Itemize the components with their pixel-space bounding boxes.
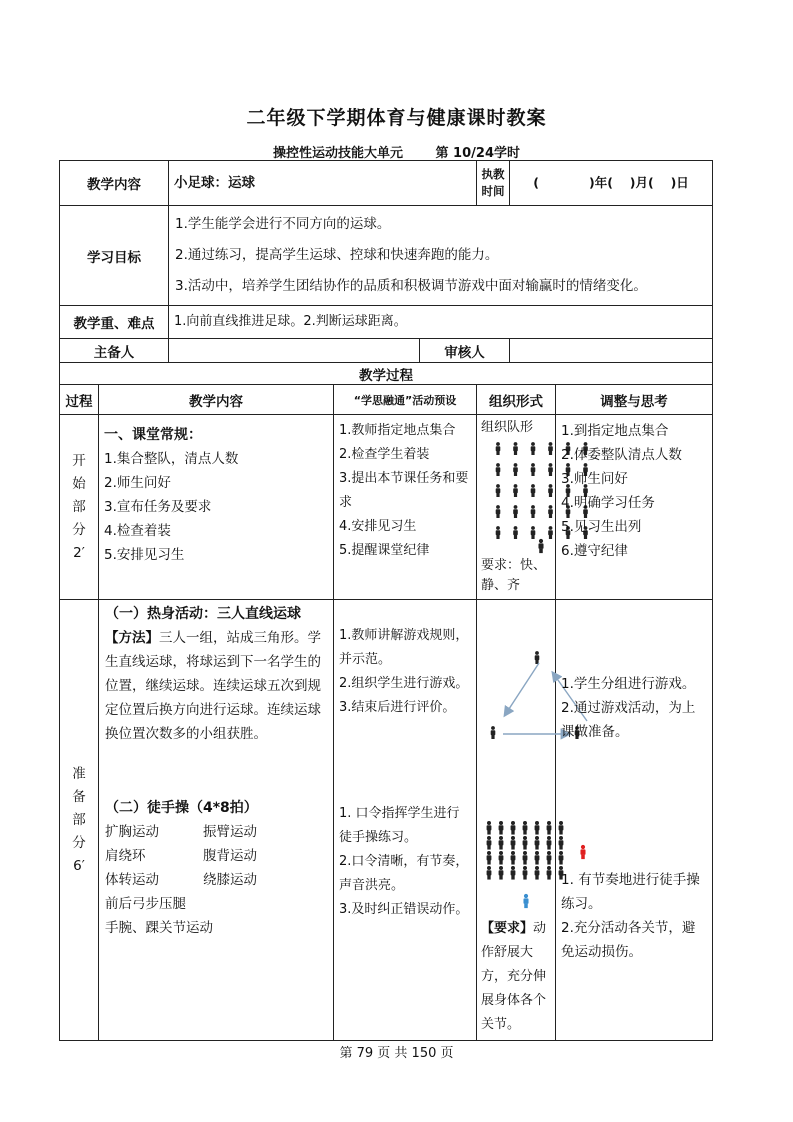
stage1-content <box>99 415 334 600</box>
student-icon <box>535 836 540 850</box>
list-item: 2.通过游戏活动，为上课做准备。 <box>561 700 696 740</box>
goals-list <box>169 206 713 306</box>
direction-arrow-icon <box>505 663 539 715</box>
gym-requirement <box>481 917 551 1037</box>
list-item: 3.师生问好 <box>561 471 628 487</box>
stage-char: 分 <box>72 834 86 851</box>
student-icon <box>547 836 552 850</box>
page-footer: 第 79 页 共 150 页 <box>339 1046 454 1061</box>
stage-char: 准 <box>72 765 86 782</box>
key-value: 1.向前直线推进足球。2.判断运球距离。 <box>169 306 713 339</box>
list-item: 4.检查着装 <box>104 523 171 539</box>
student-icon <box>531 442 536 455</box>
formation-title: 组织队形 <box>481 420 534 435</box>
header-stage: 过程 <box>60 385 99 415</box>
method-label: 【方法】 <box>105 630 159 646</box>
student-icon <box>531 505 536 518</box>
gym-item: 扩胸运动 <box>105 824 159 840</box>
gym-title: （二）徒手操（4*8拍） <box>105 800 258 816</box>
list-item: 4.安排见习生 <box>339 519 417 534</box>
student-icon <box>513 505 518 518</box>
page-title: 二年级下学期体育与健康课时教案 <box>246 107 547 129</box>
list-item: 3.提出本节课任务和要求 <box>339 471 469 510</box>
list-item: 1.到指定地点集合 <box>561 423 669 439</box>
list-item: 5.提醒课堂纪律 <box>339 543 430 558</box>
stage2-activity <box>334 600 477 1041</box>
gym-item: 手腕、踝关节运动 <box>105 920 213 936</box>
gym-item: 腹背运动 <box>203 848 257 864</box>
student-icon <box>535 821 540 835</box>
lesson-hour: 第 10/24学时 <box>435 146 520 161</box>
student-icon <box>499 821 504 835</box>
student-icon <box>523 836 528 850</box>
student-icon <box>531 526 536 539</box>
gym-item: 绕膝运动 <box>203 872 257 888</box>
list-item: 1.教师讲解游戏规则，并示范。 <box>339 628 469 667</box>
list-item: 2.师生问好 <box>104 475 171 491</box>
lesson-plan-table <box>59 160 713 1041</box>
gym-pair <box>105 844 327 868</box>
student-icon <box>523 821 528 835</box>
list-item: 5.安排见习生 <box>104 547 185 563</box>
list-item: 2.体委整队清点人数 <box>561 447 682 463</box>
student-icon <box>547 851 552 865</box>
teacher-icon <box>539 539 544 553</box>
stage-time: 6′ <box>73 857 85 874</box>
list-item: 5.见习生出列 <box>561 519 642 535</box>
list-item: 2.检查学生着装 <box>339 447 430 462</box>
student-icon <box>523 866 528 880</box>
list-item: 1. 有节奏地进行徒手操练习。 <box>561 872 700 912</box>
list-item: 2.组织学生进行游戏。 <box>339 676 469 691</box>
stage-char: 备 <box>72 788 86 805</box>
stage-char: 部 <box>72 811 86 828</box>
stage-time: 2′ <box>73 544 85 561</box>
student-icon <box>523 851 528 865</box>
stage2-content <box>99 600 334 1041</box>
method-text: 三人一组，站成三角形。学生直线运球，将球运到下一名学生的位置，继续运球。连续运球五次到规定位置后换方向进行运球。连续运球换位置次数多的小组获胜。 <box>105 630 321 742</box>
date-value: ( )年( )月( )日 <box>510 161 713 206</box>
gym-item: 振臂运动 <box>203 824 257 840</box>
student-icon <box>535 851 540 865</box>
goal-item: 3.活动中，培养学生团结协作的品质和积极调节游戏中面对输赢时的情绪变化。 <box>175 278 647 294</box>
student-icon <box>499 836 504 850</box>
student-icon <box>496 442 501 455</box>
stage-prepare <box>60 600 99 1041</box>
list-item: 1. 口令指挥学生进行徒手操练习。 <box>339 806 460 845</box>
goals-label: 学习目标 <box>60 206 169 306</box>
gym-pair <box>105 820 327 844</box>
list-item: 3.及时纠正错误动作。 <box>339 902 469 917</box>
student-icon <box>496 526 501 539</box>
stage1-activity <box>334 415 477 600</box>
student-icon <box>535 866 540 880</box>
page-subtitle <box>0 142 793 161</box>
student-icon <box>513 463 518 476</box>
student-icon <box>548 505 553 518</box>
warmup-method <box>105 626 327 746</box>
student-icon <box>496 484 501 497</box>
list-item: 2.口令清晰，有节奏，声音洪亮。 <box>339 854 469 893</box>
content-value: 小足球：运球 <box>169 161 477 206</box>
student-icon <box>548 526 553 539</box>
gym-item: 肩绕环 <box>105 848 146 864</box>
req-label: 【要求】 <box>481 921 534 936</box>
teacher-figure <box>539 539 544 553</box>
student-icon <box>547 821 552 835</box>
student-icon <box>499 851 504 865</box>
gym-item: 体转运动 <box>105 872 159 888</box>
list-item: 1.学生分组进行游戏。 <box>561 676 696 692</box>
list-item: 1.教师指定地点集合 <box>339 423 456 438</box>
formation-note: 要求：快、静、齐 <box>481 558 547 593</box>
stage-char: 部 <box>72 498 86 515</box>
process-title: 教学过程 <box>60 363 713 385</box>
leader-icon <box>524 894 529 908</box>
student-icon <box>511 866 516 880</box>
stage1-adjust <box>556 415 713 600</box>
student-icon <box>487 866 492 880</box>
student-icon <box>531 463 536 476</box>
student-icon <box>496 505 501 518</box>
list-item: 1.集合整队，清点人数 <box>104 451 239 467</box>
gym-item: 前后弓步压腿 <box>105 896 186 912</box>
stage2-adjust <box>556 600 713 1041</box>
student-icon <box>499 866 504 880</box>
routine-title: 一、课堂常规： <box>104 427 202 443</box>
student-icon <box>548 463 553 476</box>
stage2-organization <box>477 600 556 1041</box>
student-icon <box>511 836 516 850</box>
preparer-value <box>169 339 420 363</box>
time-label: 执教时间 <box>477 161 510 206</box>
student-icon <box>487 821 492 835</box>
student-icon <box>511 851 516 865</box>
gym-pair <box>105 868 327 892</box>
preparer-label: 主备人 <box>60 339 169 363</box>
warmup-title: （一）热身活动：三人直线运球 <box>105 606 301 622</box>
student-icon <box>513 442 518 455</box>
leader-blue-figure <box>524 894 529 908</box>
student-icon <box>548 442 553 455</box>
reviewer-label: 审核人 <box>420 339 510 363</box>
goal-item: 2.通过练习，提高学生运球、控球和快速奔跑的能力。 <box>175 247 499 263</box>
header-organization: 组织形式 <box>477 385 556 415</box>
stage-char: 开 <box>72 452 86 469</box>
student-icon <box>513 484 518 497</box>
stage-char: 始 <box>72 475 86 492</box>
student-icon <box>487 836 492 850</box>
header-activity: “学思融通”活动预设 <box>334 385 477 415</box>
list-item: 2.充分活动各关节，避免运动损伤。 <box>561 920 696 960</box>
student-icon <box>548 484 553 497</box>
stage-char: 分 <box>72 521 86 538</box>
player-icon <box>535 651 540 664</box>
list-item: 3.宣布任务及要求 <box>104 499 212 515</box>
header-content: 教学内容 <box>99 385 334 415</box>
reviewer-value <box>510 339 713 363</box>
stage-start <box>60 415 99 600</box>
student-icon <box>496 463 501 476</box>
key-label: 教学重、难点 <box>60 306 169 339</box>
student-icon <box>547 866 552 880</box>
student-icon <box>531 484 536 497</box>
student-icon <box>487 851 492 865</box>
req-text: 动作舒展大方，充分伸展身体各个关节。 <box>481 921 547 1032</box>
player-icon <box>491 726 496 739</box>
list-item: 3.结束后进行评价。 <box>339 700 456 715</box>
list-item: 6.遵守纪律 <box>561 543 628 559</box>
header-adjust: 调整与思考 <box>556 385 713 415</box>
stage1-organization <box>477 415 556 600</box>
goal-item: 1.学生能学会进行不同方向的运球。 <box>175 216 391 232</box>
content-label: 教学内容 <box>60 161 169 206</box>
student-icon <box>511 821 516 835</box>
gym-students <box>487 821 564 880</box>
unit-name: 操控性运动技能大单元 <box>272 146 403 161</box>
list-item: 4.明确学习任务 <box>561 495 655 511</box>
student-icon <box>513 526 518 539</box>
